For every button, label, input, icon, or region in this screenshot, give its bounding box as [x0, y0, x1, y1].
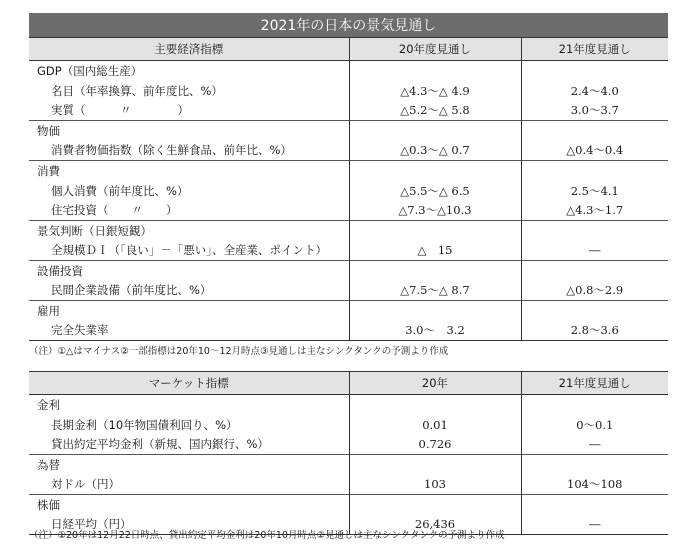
table-row — [29, 435, 668, 455]
row-label: 消費者物価指数（除く生鮮食品、前年比、%） — [51, 143, 292, 158]
value-cell — [521, 395, 668, 415]
value-cell: △7.3～△10.3 — [349, 201, 521, 221]
value-cell — [521, 61, 668, 81]
value-cell: 2.4～4.0 — [521, 81, 668, 101]
category-row — [29, 395, 668, 415]
value-cell — [349, 455, 521, 475]
value-cell: △5.5～△ 6.5 — [349, 181, 521, 201]
category-row — [29, 261, 668, 281]
value-cell: △5.2～△ 5.8 — [349, 101, 521, 121]
row-label: 景気判断（日銀短観） — [29, 221, 349, 241]
value-cell — [521, 455, 668, 475]
value-cell — [349, 161, 521, 181]
value-cell: △4.3～△ 4.9 — [349, 81, 521, 101]
value-cell — [349, 301, 521, 321]
row-label: 物価 — [29, 121, 349, 141]
table-row — [29, 181, 668, 201]
row-label: 消費 — [29, 161, 349, 181]
column-header-fy20: 20年度見通し — [349, 38, 521, 61]
value-cell: △4.3～1.7 — [521, 201, 668, 221]
table-footnote: （注）①20年は12月22日時点、貸出約定平均金利は20年10月時点②見通しは主なシンクタンクの予測より作成 — [29, 530, 505, 541]
value-cell — [521, 261, 668, 281]
row-label: 設備投資 — [29, 261, 349, 281]
value-cell — [349, 395, 521, 415]
table-row — [29, 281, 668, 301]
table-row — [29, 321, 668, 341]
value-cell: 2.5～4.1 — [521, 181, 668, 201]
table-row — [29, 241, 668, 261]
row-label: 金利 — [29, 395, 349, 415]
table-header-row — [29, 38, 668, 61]
value-cell: △0.3～△ 0.7 — [349, 141, 521, 161]
value-cell — [521, 301, 668, 321]
table-title: 2021年の日本の景気見通し — [29, 13, 668, 37]
table-row — [29, 81, 668, 101]
column-header-indicator: マーケット指標 — [29, 372, 349, 395]
table-header-row — [29, 372, 668, 395]
value-cell — [349, 61, 521, 81]
table-footnote: （注）①△はマイナス②一部指標は20年10～12月時点③見通しは主なシンクタンクの予測より作成 — [29, 346, 449, 357]
row-label: 株価 — [29, 495, 349, 515]
value-cell: ― — [521, 515, 668, 535]
category-row — [29, 495, 668, 515]
row-label: 日経平均（円） — [29, 515, 349, 535]
row-label: GDP（国内総生産） — [29, 61, 349, 81]
row-label: 住宅投資（ 〃 ） — [51, 203, 178, 218]
value-cell: 26,436 — [349, 515, 521, 535]
table-row — [29, 141, 668, 161]
value-cell: 0.01 — [349, 415, 521, 435]
market-indicators-table — [29, 371, 668, 535]
category-row — [29, 121, 668, 141]
value-cell: △0.8～2.9 — [521, 281, 668, 301]
value-cell — [521, 121, 668, 141]
value-cell — [521, 161, 668, 181]
value-cell — [349, 495, 521, 515]
row-label: 長期金利（10年物国債利回り、%） — [51, 417, 238, 432]
value-cell — [349, 221, 521, 241]
row-label: 貸出約定平均金利（新規、国内銀行、%） — [51, 437, 269, 452]
row-label: 為替 — [29, 455, 349, 475]
value-cell: 3.0～3.7 — [521, 101, 668, 121]
value-cell: 2.8～3.6 — [521, 321, 668, 341]
value-cell: △0.4～0.4 — [521, 141, 668, 161]
value-cell — [349, 121, 521, 141]
row-label: 全規模ＤＩ（「良い」－「悪い」、全産業、ポイント） — [51, 243, 327, 258]
value-cell: 103 — [349, 475, 521, 495]
category-row — [29, 161, 668, 181]
category-row — [29, 301, 668, 321]
value-cell — [521, 495, 668, 515]
row-label: 個人消費（前年度比、%） — [51, 183, 189, 198]
row-label: 対ドル（円） — [51, 477, 120, 492]
row-label: 雇用 — [29, 301, 349, 321]
category-row — [29, 61, 668, 81]
table-row — [29, 201, 668, 221]
category-row — [29, 455, 668, 475]
column-header-indicator: 主要経済指標 — [29, 38, 349, 61]
value-cell — [349, 261, 521, 281]
value-cell: ― — [521, 435, 668, 455]
value-cell — [521, 221, 668, 241]
row-label: 民間企業設備（前年度比、%） — [51, 283, 212, 298]
value-cell: △ 15 — [349, 241, 521, 261]
column-header-fy21: 21年度見通し — [521, 372, 668, 395]
value-cell: 0～0.1 — [521, 415, 668, 435]
row-label: 完全失業率 — [29, 321, 349, 341]
value-cell: 104～108 — [521, 475, 668, 495]
row-label: 実質（ 〃 ） — [51, 103, 189, 118]
value-cell: △7.5～△ 8.7 — [349, 281, 521, 301]
column-header-fy21: 21年度見通し — [521, 38, 668, 61]
row-label: 名目（年率換算、前年度比、%） — [51, 83, 223, 98]
table-row — [29, 101, 668, 121]
value-cell: 0.726 — [349, 435, 521, 455]
value-cell: ― — [521, 241, 668, 261]
value-cell: 3.0～ 3.2 — [349, 321, 521, 341]
table-row — [29, 475, 668, 495]
economic-indicators-table — [29, 37, 668, 341]
column-header-2020: 20年 — [349, 372, 521, 395]
category-row — [29, 221, 668, 241]
table-row — [29, 415, 668, 435]
